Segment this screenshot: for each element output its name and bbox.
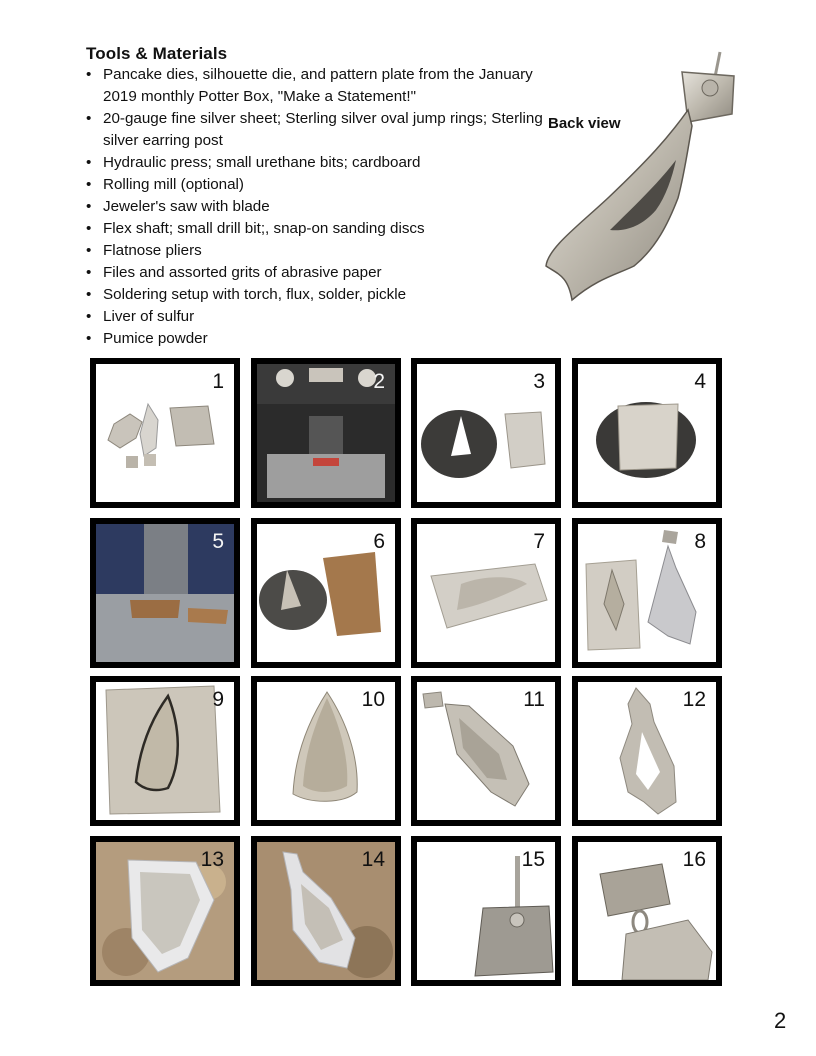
- step-4-photo: [572, 358, 722, 508]
- step-number: 13: [200, 848, 224, 871]
- list-item: • Rolling mill (optional): [86, 174, 556, 196]
- page-number: 2: [774, 1008, 787, 1033]
- step-number: 7: [533, 530, 545, 553]
- step-10-photo: [251, 676, 401, 826]
- step-number: 2: [373, 370, 385, 393]
- step-number: 15: [521, 848, 545, 871]
- list-item: • 20-gauge fine silver sheet; Sterling silver oval jump rings; Sterling silver earring post: [86, 110, 543, 149]
- bullet: •: [86, 198, 92, 215]
- bullet: •: [86, 308, 92, 325]
- step-8-photo: [572, 518, 722, 668]
- bullet: •: [86, 286, 92, 303]
- back-view-label: Back view: [548, 115, 621, 132]
- step-1-photo: [90, 358, 240, 508]
- step-2-photo: [251, 358, 401, 508]
- list-item: • Flatnose pliers: [86, 240, 556, 262]
- step-13-photo: [90, 836, 240, 986]
- list-item: • Pumice powder: [86, 328, 556, 350]
- earring-photo-icon: [538, 48, 738, 308]
- step-number: 9: [212, 688, 224, 711]
- step-number: 5: [212, 530, 224, 553]
- list-item: • Hydraulic press; small urethane bits; cardboard: [86, 152, 556, 174]
- step-number: 11: [523, 688, 545, 711]
- bullet: •: [86, 264, 92, 281]
- step-number: 1: [212, 370, 224, 393]
- step-number: 3: [533, 370, 545, 393]
- bullet: •: [86, 66, 92, 83]
- list-item: • Liver of sulfur: [86, 306, 556, 328]
- step-7-photo: [411, 518, 561, 668]
- step-15-photo: [411, 836, 561, 986]
- step-number: 16: [682, 848, 706, 871]
- bullet: •: [86, 176, 92, 193]
- bullet: •: [86, 154, 92, 171]
- step-number: 10: [361, 688, 385, 711]
- step-6-photo: [251, 518, 401, 668]
- step-12-photo: [572, 676, 722, 826]
- list-item: • Jeweler's saw with blade: [86, 196, 556, 218]
- bullet: •: [86, 242, 92, 259]
- list-item: • Pancake dies, silhouette die, and pattern plate from the January 2019 monthly Potter Box, "Make a Statement!": [86, 66, 533, 105]
- step-9-photo: [90, 676, 240, 826]
- bullet: •: [86, 220, 92, 237]
- bullet: •: [86, 330, 92, 347]
- list-item: • Flex shaft; small drill bit;, snap-on sanding discs: [86, 218, 556, 240]
- step-11-photo: [411, 676, 561, 826]
- step-3-photo: [411, 358, 561, 508]
- list-item: • Files and assorted grits of abrasive paper: [86, 262, 556, 284]
- step-number: 8: [694, 530, 706, 553]
- step-number: 4: [694, 370, 706, 393]
- step-16-photo: [572, 836, 722, 986]
- step-5-photo: [90, 518, 240, 668]
- list-item: • Soldering setup with torch, flux, solder, pickle: [86, 284, 556, 306]
- materials-list: [86, 64, 556, 350]
- step-14-photo: [251, 836, 401, 986]
- step-number: 12: [682, 688, 706, 711]
- step-number: 6: [373, 530, 385, 553]
- tools-heading: Tools & Materials: [86, 44, 228, 63]
- step-number: 14: [361, 848, 385, 871]
- bullet: •: [86, 110, 92, 127]
